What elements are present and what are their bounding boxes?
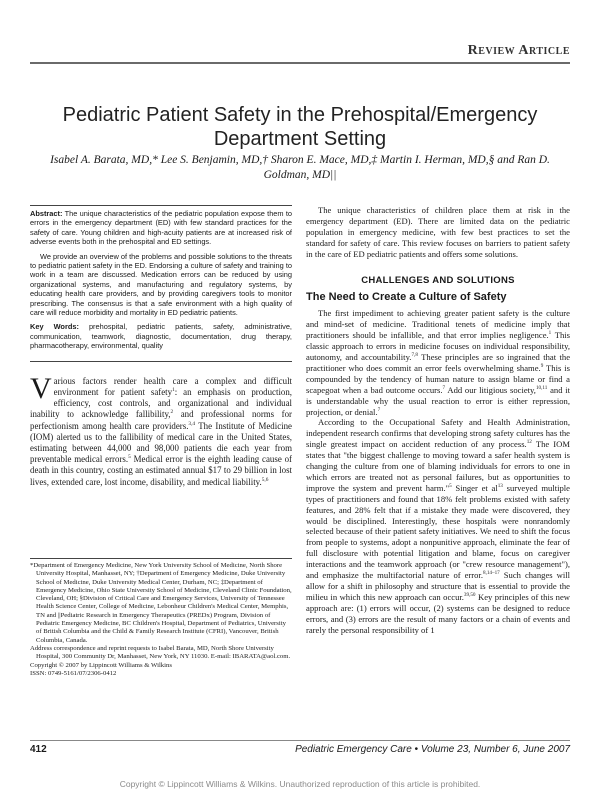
abstract-block xyxy=(30,205,292,362)
citation: 7,8 xyxy=(411,352,418,359)
body-paragraph-3 xyxy=(306,417,570,635)
author-list: Isabel A. Barata, MD,* Lee S. Benjamin, MD,† Sharon E. Mace, MD,‡ Martin I. Herman, MD,§ and Ran D. Goldman, MD|| xyxy=(50,154,550,181)
intro-text-a: arious factors render health care a complex and difficult environment for patient safety xyxy=(53,375,292,397)
abstract-text-1: The unique characteristics of the pediatric population expose them to errors in the emergency department (ED) with few standard practices for the safety of care. Young children and high-acuity patients are at increased risk of adverse events both in the prehospital and ED settings. xyxy=(30,209,292,247)
footnote-issn: ISSN: 0749-5161/07/2306-0412 xyxy=(30,669,117,677)
intro-text-c: and professional norms for perfectionism among health care providers. xyxy=(30,409,292,431)
footnote-copyright: Copyright © 2007 by Lippincott Williams & Wilkins xyxy=(30,661,172,669)
p3-text-f: Key principles of this new approach are: (1) errors will occur, (2) systems can be designed to reduce errors, and (3) errors are the result of many factors or a chain of events and rarely the personal responsibility of 1 xyxy=(306,591,571,635)
citation: 8,14–17 xyxy=(482,570,500,577)
copyright-watermark: Copyright © Lippincott Williams & Wilkins. Unauthorized reproduction of this article is prohibited. xyxy=(119,779,481,789)
journal-citation: Pediatric Emergency Care • Volume 23, Number 6, June 2007 xyxy=(295,744,570,755)
abstract-label: Abstract: xyxy=(30,209,63,218)
citation: 7 xyxy=(442,384,446,391)
p2-text-f: and it is understandable why the usual reaction to error is either repression, projection, or denial. xyxy=(306,384,571,417)
citation: 5 xyxy=(449,482,452,489)
footnote-correspondence: Address correspondence and reprint requests to Isabel Barata, MD, North Shore University Hospital, 300 Community Dr, Manhasset, New York, NY 11030. E-mail: IBARATA@aol.com. xyxy=(30,644,291,661)
citation: 2 xyxy=(170,409,174,416)
right-column xyxy=(306,205,570,636)
abstract-paragraph-2: We provide an overview of the problems and possible solutions to the threats to pediatric patient safety in the ED. Endorsing a culture of safety and training to work in a team are discussed. Medication errors can be reduced by using organizational systems, and manufacturing and regulatory systems, by educating health care providers, and by providing caregivers tools to monitor prescribing. The consensus is that a safe environment with a high quality of care will reduce morbidity and mortality in ED pediatric patients. xyxy=(30,251,292,318)
p3-text-e: Such changes will allow for a shift in philosophy and structure that is essential to provide the milieu in which this new approach can occur. xyxy=(306,570,570,602)
footnotes xyxy=(30,558,292,678)
citation: 10,11 xyxy=(535,384,548,391)
p2-text-a: The first impediment to achieving greater patient safety is the culture and mind-set of medicine. Traditional tenets of medicine imply that practitioners should be infallible, and that error implies negligence. xyxy=(306,308,570,341)
intro-text-d: The Institute of Medicine (IOM) alerted us to the fallibility of medical care in the United States, estimating between 44,000 and 98,000 patients die each year from preventable medical errors. xyxy=(30,420,292,465)
p3-text-d: surveyed multiple types of practitioners and found that 18% felt problems existed with safety features, and 28% felt that if a mistake they made were discovered, they would be disciplined. Interestingly, these hospitals were nonrandomly selected because of their patient safety initiatives. We need to shift the focus from people to systems, adopt a nonpunitive approach, eliminate the fear of full disclosure with potential litigation and blame, focus on caregiver interactions and the teamwork approach (or "crew resource management"), and emphasize the multifactorial nature of error. xyxy=(306,482,570,581)
citation: 1 xyxy=(548,330,552,337)
page-footer xyxy=(30,740,570,758)
intro-text-e: Medical error is the eighth leading cause of death in this country, costing an estimated annual $17 to 29 billion in lost lives, extended care, lost income, disability, and medical liability. xyxy=(30,454,292,487)
left-column xyxy=(30,205,292,488)
keywords-label: Key Words: xyxy=(30,322,79,332)
p3-text-a: According to the Occupational Safety and Health Administration, independent research confirms that developing strong safety cultures has the single greatest impact on accident reduction of any process. xyxy=(306,417,570,450)
article-type-header xyxy=(30,40,570,64)
citation: 7 xyxy=(377,406,381,413)
citation: 5,6 xyxy=(261,476,269,483)
p2-text-b: This classic approach to errors in medicine focuses on individual responsibility, autonomy, and accountability. xyxy=(306,330,570,362)
body-paragraph-1: The unique characteristics of children place them at risk in the emergency department (ED). There are limited data on the pediatric population in emergency medicine, with few best practices to set the standard for safety of care. This review focuses on barriers to patient safety in the care of ED pediatric patients and offers some solutions. xyxy=(306,205,570,259)
body-paragraph-2 xyxy=(306,308,570,417)
citation: 3,4 xyxy=(188,420,196,427)
p3-text-c: Singer et al xyxy=(451,482,498,493)
citation: 9 xyxy=(540,363,544,370)
article-type-label: Review Article xyxy=(467,43,570,58)
footnote-affiliations: *Department of Emergency Medicine, New York University School of Medicine, North Shore University Hospital, Manhasset, NY; †Department of Emergency Medicine, Duke University School of Medicine, Duke University Medical Center, Durham, NC; ‡Department of Emergency Medicine, Ohio State University School of Medicine, Cleveland Clinic Foundation, Cleveland, OH; §Division of Critical Care and Emergency Services, University of Tennessee Health Science Center, College of Medicine, Lebonheur Children's Medical Center, Memphis, TN and ||Pediatric Research in Emergency Therapeutics (PREDx) Program, Division of Pediatric Emergency Medicine, BC Children's Hospital, Department of Pediatrics, University of British Columbia and the Child & Family Research Institute (CFRI), Vancouver, British Columbia, Canada. xyxy=(30,562,292,644)
page-number: 412 xyxy=(30,744,47,755)
p2-text-e: Add our litigious society, xyxy=(445,384,536,395)
keywords xyxy=(30,322,292,350)
drop-cap: V xyxy=(30,371,52,405)
citation: 1 xyxy=(172,386,175,393)
citation: 13 xyxy=(497,482,503,489)
p3-text-b: The IOM states that "the biggest challenge to moving toward a safer health system is changing the culture from one of blaming individuals for errors to one in which errors are treated not as personal failures, but as opportunities to improve the system and prevent harm." xyxy=(306,439,570,493)
keywords-text: prehospital, pediatric patients, safety, administrative, communication, teamwork, diagnostic, documentation, drug therapy, pharmacotherapy, environmental, quality xyxy=(30,322,292,351)
abstract-paragraph-1 xyxy=(30,209,292,247)
p2-text-c: These principles are so ingrained that the practitioner who does commit an error feels overwhelming shame. xyxy=(306,351,571,373)
introduction-paragraph xyxy=(30,371,293,488)
citation: 12 xyxy=(526,439,532,446)
section-heading: CHALLENGES AND SOLUTIONS xyxy=(361,274,515,286)
subsection-heading: The Need to Create a Culture of Safety xyxy=(306,291,507,304)
intro-text-b: : an emphasis on production, efficiency, cost controls, and organizational and individual inability to acknowledge fallibility, xyxy=(30,386,293,420)
p2-text-d: This is compounded by the tendency of human nature to assign blame or find a scapegoat when a bad outcome occurs. xyxy=(306,362,570,395)
article-title: Pediatric Patient Safety in the Prehospital/Emergency Department Setting xyxy=(62,104,538,150)
citation: 5 xyxy=(128,454,131,461)
citation: 39,50 xyxy=(463,592,476,599)
